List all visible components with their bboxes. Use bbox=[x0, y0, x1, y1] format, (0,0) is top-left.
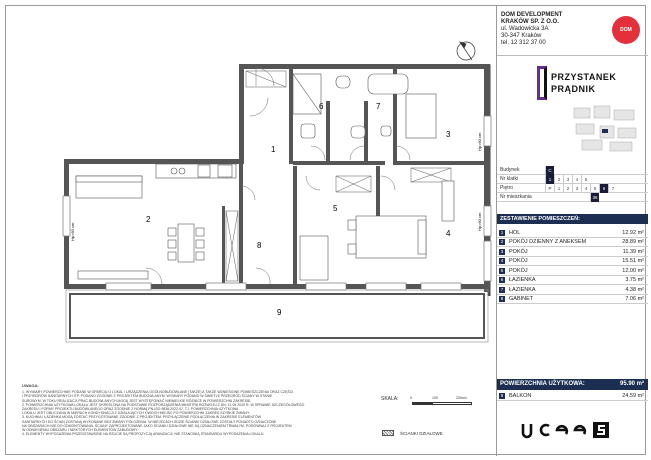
legal-line: SUROWYM. W TOKU REALIZACJI PRAC BUDOWLANYCH MOGĄ JEST WYSTĘPOWAĆ NIEWIELKIE RÓŻNICE W POWIERZCHNI ZAKRESIE. bbox=[22, 398, 252, 403]
bed-double bbox=[348, 216, 426, 258]
room-number: 7 bbox=[500, 286, 504, 292]
legal-line: 2. POWIERZCHNIA UŻYTKOWA LOKALU JEST OKREŚLONA NA PODSTAWIE ROZPORZĄDZENIA MINISTRA ROZWOJU Z DN. 11.09.2020 R. W SPRAWIE SZCZEGÓŁOWEGO bbox=[22, 402, 305, 407]
floor-cell: 5 bbox=[590, 184, 599, 193]
room-label-8: 8 bbox=[257, 241, 262, 250]
room-name: POKÓJ bbox=[509, 248, 528, 255]
building-row bbox=[497, 166, 648, 175]
room-row bbox=[497, 228, 648, 238]
project-logo-mark bbox=[537, 66, 547, 100]
room-number: 2 bbox=[500, 239, 504, 244]
legal-line: I PRZYBORÓW SANITARNYCH ITP. PODANO ZGODNIE Z PROJEKTEM BUDOWLANYM. WYMIARY PODANO W ŚWIETLE PRZEGRÓD ŚCIANY W STANIE bbox=[22, 394, 273, 399]
sill-height-label: Hp=60 cm bbox=[477, 132, 482, 151]
total-area-label: POWIERZCHNIA UŻYTKOWA: bbox=[500, 381, 585, 387]
rooms-list bbox=[497, 228, 648, 304]
legal-line: SANITARNYCH DO ŚCIAN ZOSTANĄ WYKONANE BEZ ZMIANY POŁOŻENIA. W MIEJSCACH GDZIE ŚCIANKI DZIAŁOWE ZOSTAŁY PONADTO OZNACZONE bbox=[22, 419, 277, 424]
kitchen-counter bbox=[156, 164, 236, 178]
hatch-swatch bbox=[382, 430, 394, 436]
room-label-5: 5 bbox=[333, 204, 338, 213]
floor-cell: P bbox=[545, 184, 554, 193]
room-name: GABINET bbox=[509, 296, 534, 302]
room-area: 15.51 m² bbox=[622, 258, 644, 264]
building-cells bbox=[545, 166, 554, 175]
floor-cells bbox=[545, 184, 617, 193]
floor-plan-sheet bbox=[5, 5, 646, 455]
room-area: 3.75 m² bbox=[625, 277, 644, 283]
room-name: POKÓJ bbox=[509, 258, 528, 264]
room-label-3: 3 bbox=[446, 130, 451, 139]
room-row bbox=[497, 257, 648, 267]
developer-name: DOM DEVELOPMENT bbox=[501, 12, 563, 18]
room-area: 7.06 m² bbox=[625, 296, 644, 302]
legal-title: UWAGA: bbox=[22, 383, 39, 388]
sill-height-label: Hp=60 cm bbox=[70, 222, 75, 241]
room-label-6: 6 bbox=[319, 102, 324, 111]
building-location-diagram bbox=[572, 104, 640, 154]
room-row bbox=[497, 247, 648, 257]
north-arrow-icon bbox=[457, 42, 475, 60]
info-panel bbox=[496, 6, 647, 456]
stair-label: Nr klatki bbox=[500, 176, 519, 182]
bathroom-fixtures bbox=[293, 74, 408, 138]
sofa bbox=[76, 176, 142, 198]
room-name: HOL bbox=[509, 229, 521, 236]
room-label-2: 2 bbox=[146, 215, 151, 224]
stair-cell: 1 bbox=[545, 175, 554, 184]
legal-line: 3. KUCHNIA I ŁAZIENKA MOGĄ ZOSTAĆ PRZYGOTOWANE ZGODNIE Z PROJEKTEM. PRZYŁĄCZENIE PODŁĄCZENIA W ZAKRESIE ELEMENTÓW bbox=[22, 415, 261, 420]
developer-phone: tel. 12 312 37 00 bbox=[501, 40, 546, 46]
floor-cell: 2 bbox=[563, 184, 572, 193]
stair-cell: 2 bbox=[554, 175, 563, 184]
location-table bbox=[497, 166, 648, 202]
project-name-line2: PRĄDNIK bbox=[551, 84, 596, 94]
room-name: ŁAZIENKA bbox=[509, 277, 536, 283]
apartment-cells bbox=[545, 193, 599, 202]
room-row bbox=[497, 266, 648, 276]
room-area: 28.89 m² bbox=[622, 239, 644, 245]
room-number: 4 bbox=[500, 258, 504, 263]
floor-cell: 6 bbox=[599, 184, 608, 193]
project-name-line1: PRZYSTANEK bbox=[551, 72, 617, 82]
room-row bbox=[497, 295, 648, 305]
floor-cell: 7 bbox=[608, 184, 617, 193]
balcony-name: BALKON bbox=[509, 393, 532, 399]
balcony-area: 24.59 m² bbox=[622, 393, 644, 399]
room-label-9: 9 bbox=[277, 308, 282, 317]
windows bbox=[63, 116, 491, 290]
developer-company: KRAKÓW SP. Z O.O. bbox=[501, 19, 559, 25]
room-number: 1 bbox=[500, 229, 504, 235]
room-row bbox=[497, 285, 648, 295]
legal-line: NA OBSZARACH NIE DO ODMONTOWANIA. ŚCIANY ZAPROJEKTOWANE JAKO ŚCIANKI DZIAŁOWE NIE SĄ OZNACZENIEM TRWAŁYM. PORÓWNAJ Z PROJEKTEM bbox=[22, 423, 292, 428]
dining-table bbox=[168, 224, 204, 262]
scale-bar bbox=[412, 402, 472, 405]
scale-tick-0: 0 bbox=[410, 396, 412, 400]
room-number: 6 bbox=[500, 277, 504, 282]
stair-cell: 3 bbox=[563, 175, 572, 184]
room-label-1: 1 bbox=[271, 145, 276, 154]
floor-label: Piętro bbox=[500, 185, 514, 191]
stair-row bbox=[497, 175, 648, 184]
room-area: 12.92 m² bbox=[622, 229, 644, 236]
developer-street: ul. Wadowicka 3A bbox=[501, 26, 549, 32]
legal-line: 4. ELEMENTY WYPOSAŻENIA PRZEDSTAWIONE NA RZUCIE SĄ PROPOZYCJĄ ARANŻACJI. NIE STANOWIĄ STANDARDU WYPOSAŻENIA LOKALU. bbox=[22, 432, 265, 437]
legal-line: ZAKRESU I FORMY PROJEKTU BUDOWLANEGO ORAZ ZGODNIE Z NORMĄ PN-ISO 9836:2022-07. TJ. POWIERZCHNIA UŻYTKOWA bbox=[22, 407, 239, 412]
room-name: POKÓJ bbox=[509, 267, 528, 274]
total-area-row bbox=[497, 379, 648, 390]
room-number: 8 bbox=[500, 296, 504, 301]
total-area-value: 95.90 m² bbox=[619, 381, 644, 387]
building-label: Budynek bbox=[500, 167, 520, 173]
floor-cell: 1 bbox=[554, 184, 563, 193]
room-row bbox=[497, 276, 648, 286]
scale-tick-200: 200cm bbox=[456, 396, 467, 400]
room-area: 11.39 m² bbox=[622, 248, 644, 255]
apartment-row bbox=[497, 193, 648, 202]
room-row bbox=[497, 238, 648, 248]
developer-block bbox=[497, 6, 648, 56]
room-label-7: 7 bbox=[376, 102, 381, 111]
legal-notes bbox=[22, 384, 342, 436]
room-name: POKÓJ DZIENNY Z ANEKSEM bbox=[509, 239, 587, 245]
balcony-row bbox=[497, 391, 648, 401]
balcony-number: 9 bbox=[500, 393, 504, 398]
room-number: 3 bbox=[500, 248, 504, 254]
ucees-logo bbox=[519, 420, 624, 445]
sill-height-label: Hp=60 cm bbox=[477, 212, 482, 231]
stair-cell: 4 bbox=[572, 175, 581, 184]
room-area: 12.00 m² bbox=[622, 267, 644, 274]
building-cell: C bbox=[545, 166, 554, 175]
scale-tick-100: 100 bbox=[432, 396, 438, 400]
room-label-4: 4 bbox=[446, 229, 451, 238]
floor-cell: 4 bbox=[581, 184, 590, 193]
legal-line: 1. WYMIARY POWIERZCHNIE PODANE W OPARCIU O LOKAL I URZĄDZENIA OGÓLNOBUDOWLANE (TAKŻE) A TAKŻE WZNIESIONE POMIESZCZENIA ORAZ CZĘŚCI bbox=[22, 390, 294, 395]
legal-line: LOKALU JEST OBLICZANA W MIERACH KONDYGNACJI Z DZIAŁAJĄCYCH OWOCH MIEJSC PO POWIERZCHNI ZAKRES SZYBKIE ZMIANY. bbox=[22, 411, 250, 416]
developer-logo: DOM bbox=[612, 16, 640, 44]
room-name: ŁAZIENKA bbox=[509, 286, 536, 293]
room-area: 4.38 m² bbox=[625, 286, 644, 293]
developer-city: 30-347 Kraków bbox=[501, 33, 542, 39]
stair-cell: 5 bbox=[581, 175, 590, 184]
ucees-logo-mark bbox=[519, 420, 624, 440]
room-number: 5 bbox=[500, 267, 504, 273]
legend-text: ŚCIANKI DZIAŁOWE bbox=[400, 431, 443, 436]
rooms-header: ZESTAWIENIE POMIESZCZEŃ: bbox=[497, 214, 648, 224]
legal-line: W ODNIESIENIU OBSZARU I NIEKTÓRYCH ELEMENTÓW ZABUDOWY. bbox=[22, 428, 138, 433]
floor-row bbox=[497, 184, 648, 193]
project-logo bbox=[537, 66, 627, 100]
tv-unit bbox=[78, 271, 148, 279]
apartment-label: Nr mieszkania bbox=[500, 194, 532, 200]
scale-label: SKALA: bbox=[381, 396, 399, 402]
stair-cells bbox=[545, 175, 590, 184]
apartment-number: 36 bbox=[590, 193, 599, 202]
floor-cell: 3 bbox=[572, 184, 581, 193]
